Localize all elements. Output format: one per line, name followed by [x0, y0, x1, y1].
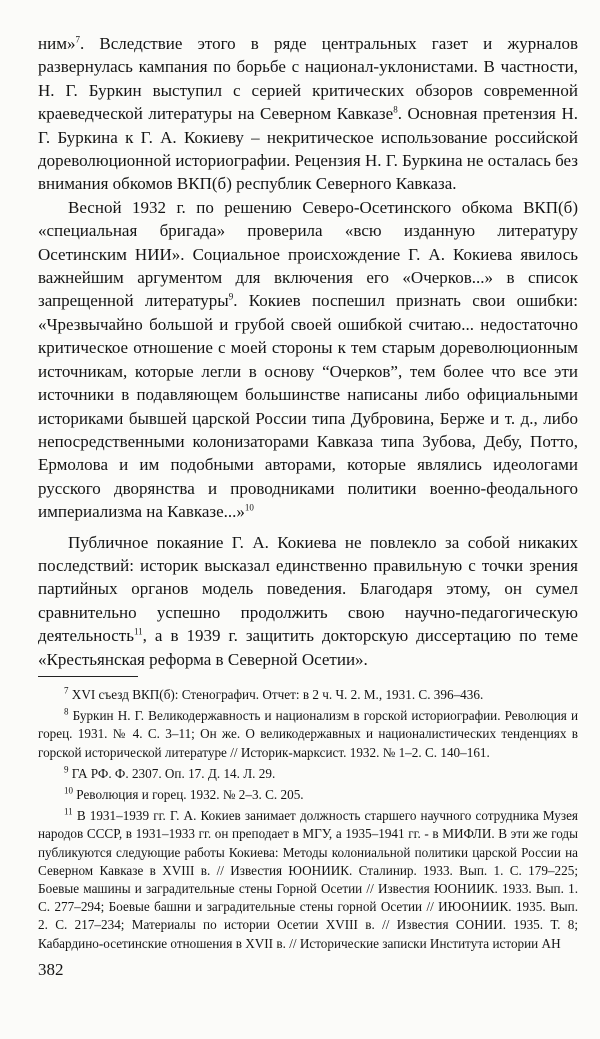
paragraph: Публичное покаяние Г. А. Кокиева не повлекло за собой никаких последствий: историк высказал единственно правильную с точки зрения партийных органов модель поведения. Благодаря этому, он сумел сравнительно успешно продолжить свою научно-педагогическую деятельность$^{11}$, а в 1939 г. защитить докторскую диссертацию по теме «Крестьянская реформа в Северной Осетии».	[38, 532, 578, 669]
footnote: $^{10}$ Революция и горец. 1932. № 2–3. С. 205.	[64, 785, 304, 803]
footnote-ref: 11	[133, 626, 143, 637]
footnote: $^{11}$ В 1931–1939 гг. Г. А. Кокиев занимает должность старшего научного сотрудника Музея народов СССР, в 1931–1933 гг. он преподает в МГУ, а 1935–1941 гг. - в МИФЛИ. В эти же годы публикуются следующие работы Кокиева: Методы колониальной политики царской России на Северном Кавказе в XVIII в. // Известия ЮОНИИК. Сталинир. 1933. Вып. 1. С. 179–225; Боевые машины и заградительные стены Горной Осетии // Известия ЮОНИИК. 1933. Вып. 1. С. 277–294; Боевые башни и заградительные стены горной Осетии // ИЮОНИИК. 1935. Вып. 2. С. 217–234; Материалы по истории Осетии XVIII в. // Известия СОНИИ. 1935. Т. 8; Кабардино-осетинские отношения в XVII в. // Исторические записки Института истории АН	[38, 806, 578, 951]
footnote-ref: 10	[244, 502, 254, 513]
footnotes	[38, 686, 578, 953]
page-number: 382	[38, 960, 64, 979]
footnote-number: 9	[64, 764, 69, 775]
paragraph: ним»$^7$. Вследствие этого в ряде центральных газет и журналов развернулась кампания по борьбе с национал-уклонистами. В частности, Н. Г. Буркин выступил с серией критических обзоров современной краеведческой литературы на Северном Кавказе$^8$. Основная претензия Н. Г. Буркина к Г. А. Кокиеву – некритическое использование российской дореволюционной историографии. Рецензия Н. Г. Буркина не осталась без внимания обкомов ВКП(б) республик Северного Кавказа.	[38, 34, 578, 194]
footnote: $^8$ Буркин Н. Г. Великодержавность и национализм в горской историографии. Революция и горец. 1931. № 4. С. 3–11; Он же. О великодержавных и националистических тенденциях в горской исторической литературе // Историк-марксист. 1932. № 1–2. С. 140–161.	[38, 706, 578, 760]
footnote-number: 10	[64, 785, 73, 796]
footnote: $^9$ ГА РФ. Ф. 2307. Оп. 17. Д. 14. Л. 29.	[64, 764, 276, 781]
footnote-ref: 8	[393, 104, 398, 115]
footnote-separator	[38, 676, 138, 677]
footnote-number: 7	[64, 685, 69, 696]
footnote-ref: 9	[228, 291, 234, 302]
footnote-ref: 7	[75, 34, 80, 45]
footnote: $^7$ XVI съезд ВКП(б): Стенографич. Отчет: в 2 ч. Ч. 2. М., 1931. С. 396–436.	[64, 685, 484, 702]
main-text	[38, 32, 578, 671]
paragraph: Весной 1932 г. по решению Северо-Осетинского обкома ВКП(б) «специальная бригада» проверила «всю изданную литературу Осетинским НИИ». Социальное происхождение Г. А. Кокиева явилось важнейшим аргументом для включения его «Очерков...» в список запрещенной литературы$^9$. Кокиев поспешил признать свои ошибки: «Чрезвычайно большой и грубой своей ошибкой считаю... недостаточно критическое отношение с моей стороны к тем старым дореволюционным источникам, которые легли в основу “Очерков”, тем более что все эти источники в подавляющем большинстве написаны либо официальными историками бывшей царской России типа Дубровина, Берже и т. д., либо непосредственными колонизаторами Кавказа типа Зубова, Дебу, Потто, Ермолова и им подобными авторами, которые являлись идеологами русского дворянства и проводниками политики военно-феодального империализма на Кавказе...»$^{10}$	[38, 197, 578, 522]
footnote-number: 8	[64, 706, 69, 717]
footnote-number: 11	[64, 806, 73, 817]
